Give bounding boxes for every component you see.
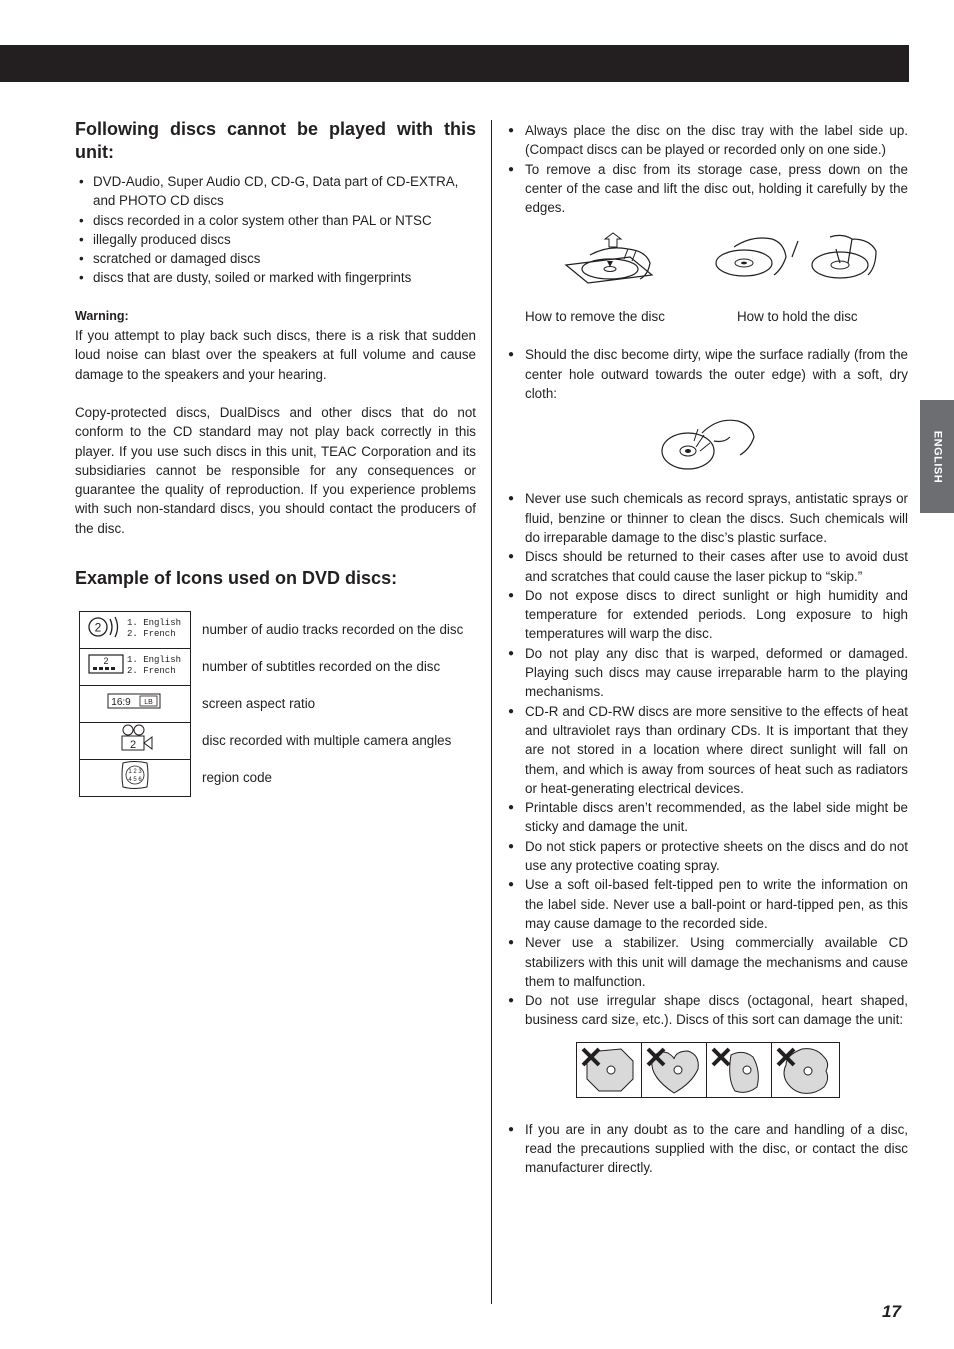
list-item: ● Do not play any disc that is warped, deformed or damaged. Playing such discs may cause irreparable harm to the playing mechanisms. bbox=[508, 644, 908, 702]
list-item: ● Do not use irregular shape discs (octagonal, heart shaped, business card size, etc.). Discs of this sort can damage the unit: bbox=[508, 991, 908, 1030]
list-item: • DVD-Audio, Super Audio CD, CD-G, Data part of CD-EXTRA, and PHOTO CD discs bbox=[75, 172, 476, 211]
icon-description: region code bbox=[202, 770, 272, 786]
disc-handling-figures bbox=[508, 227, 908, 345]
icon-description: disc recorded with multiple camera angles bbox=[202, 733, 452, 749]
svg-text:2. French: 2. French bbox=[127, 629, 176, 640]
svg-text:1 2 3: 1 2 3 bbox=[128, 769, 142, 776]
irregular-discs-figure bbox=[576, 1042, 840, 1098]
icon-description: number of audio tracks recorded on the disc bbox=[202, 622, 464, 638]
right-column bbox=[508, 121, 908, 1178]
heading-icons: Example of Icons used on DVD discs: bbox=[75, 568, 398, 589]
list-item: • discs that are dusty, soiled or marked with fingerprints bbox=[75, 268, 476, 287]
list-item: ● Should the disc become dirty, wipe the surface radially (from the center hole outward towards the outer edge) with a soft, dry cloth: bbox=[508, 345, 908, 403]
table-row bbox=[80, 723, 465, 760]
language-tab-label: ENGLISH bbox=[931, 430, 944, 483]
svg-text:16:9: 16:9 bbox=[111, 697, 131, 709]
list-item: • discs recorded in a color system other than PAL or NTSC bbox=[75, 211, 476, 230]
octagonal-disc-icon bbox=[577, 1043, 642, 1097]
subtitles-icon bbox=[80, 649, 191, 686]
svg-text:2: 2 bbox=[129, 739, 137, 752]
table-row bbox=[80, 649, 465, 686]
svg-text:LB: LB bbox=[144, 699, 153, 707]
remove-disc-illustration bbox=[560, 227, 660, 289]
copy-protection-text: Copy-protected discs, DualDiscs and other discs that do not conform to the CD standard may not play back correctly in this player. If you use such discs in this unit, TEAC Corporation and its subsidiaries cannot be responsible for any consequences or guarantee the quality of reproduction. If you experience problems with such non-standard discs, you should contact the producers of the disc. bbox=[75, 404, 476, 536]
svg-text:4 5 6: 4 5 6 bbox=[128, 777, 142, 784]
irregular-disc-icon bbox=[772, 1043, 836, 1097]
column-divider bbox=[491, 120, 492, 1304]
svg-text:1. English: 1. English bbox=[127, 618, 182, 629]
warning-text: If you attempt to play back such discs, there is a risk that sudden loud noise can blast over the speakers at full volume and cause damage to the speakers and your hearing. bbox=[75, 328, 476, 382]
left-column bbox=[75, 118, 476, 797]
caption-hold-disc: How to hold the disc bbox=[737, 309, 858, 325]
icon-table bbox=[79, 611, 465, 797]
list-item: ● Do not expose discs to direct sunlight or high humidity and temperature for extended periods. Long exposure to high temperatures will warp the disc. bbox=[508, 586, 908, 644]
clean-disc-illustration bbox=[658, 411, 758, 475]
list-item: ● Do not stick papers or protective sheets on the discs and do not use any protective coating spray. bbox=[508, 837, 908, 876]
list-item: ● Never use a stabilizer. Using commercially available CD stabilizers with this unit will damage the mechanisms and cause them to malfunction. bbox=[508, 933, 908, 991]
heading-not-playable: Following discs cannot be played with this unit: bbox=[75, 119, 476, 162]
list-item: ● Printable discs aren’t recommended, as the label side might be sticky and damage the unit. bbox=[508, 798, 908, 837]
list-item: • scratched or damaged discs bbox=[75, 249, 476, 268]
hold-disc-illustration bbox=[712, 227, 888, 289]
heart-disc-icon bbox=[642, 1043, 707, 1097]
caption-remove-disc: How to remove the disc bbox=[525, 309, 665, 325]
handling-list-main bbox=[508, 489, 908, 1029]
list-item: ● Discs should be returned to their cases after use to avoid dust and scratches that could cause the laser pickup to “skip.” bbox=[508, 547, 908, 586]
cleaning-figure bbox=[508, 411, 908, 481]
warning-heading: Warning: bbox=[75, 308, 129, 323]
table-row bbox=[80, 686, 465, 723]
table-row bbox=[80, 760, 465, 797]
svg-text:1. English: 1. English bbox=[127, 655, 182, 666]
aspect-ratio-icon bbox=[80, 686, 191, 723]
list-item: ● Never use such chemicals as record sprays, antistatic sprays or fluid, benzine or thinner to clean the discs. Such chemicals will do irreparable damage to the disc’s plastic surface. bbox=[508, 489, 908, 547]
header-bar bbox=[0, 45, 909, 82]
handling-list-last bbox=[508, 1120, 908, 1178]
list-item: ● Always place the disc on the disc tray with the label side up. (Compact discs can be played or recorded only on one side.) bbox=[508, 121, 908, 160]
handling-list-dirty bbox=[508, 345, 908, 403]
list-item: ● Use a soft oil-based felt-tipped pen to write the information on the label side. Never use a ball-point or hard-tipped pen, as this may cause damage to the recorded side. bbox=[508, 875, 908, 933]
icon-description: screen aspect ratio bbox=[202, 696, 316, 712]
not-playable-list bbox=[75, 172, 476, 288]
svg-text:2: 2 bbox=[103, 656, 109, 667]
svg-text:2: 2 bbox=[94, 620, 102, 635]
camera-angles-icon bbox=[80, 723, 191, 760]
region-code-icon bbox=[80, 760, 191, 797]
card-disc-icon bbox=[707, 1043, 772, 1097]
icon-description: number of subtitles recorded on the disc bbox=[202, 659, 441, 675]
audio-tracks-icon bbox=[80, 612, 191, 649]
table-row bbox=[80, 612, 465, 649]
list-item: ● CD-R and CD-RW discs are more sensitive to the effects of heat and ultraviolet rays than ordinary CDs. It is important that they are not stored in a location where direct sunlight will fall on them, and which is away from sources of heat such as radiators or heat-generating electrical devices. bbox=[508, 702, 908, 798]
svg-text:2. French: 2. French bbox=[127, 666, 176, 677]
list-item: ● If you are in any doubt as to the care and handling of a disc, read the precautions supplied with the disc, or contact the disc manufacturer directly. bbox=[508, 1120, 908, 1178]
language-tab bbox=[920, 400, 954, 513]
list-item: • illegally produced discs bbox=[75, 230, 476, 249]
handling-list-top bbox=[508, 121, 908, 217]
list-item: ● To remove a disc from its storage case, press down on the center of the case and lift the disc out, holding it carefully by the edges. bbox=[508, 160, 908, 218]
page-number: 17 bbox=[882, 1302, 901, 1321]
